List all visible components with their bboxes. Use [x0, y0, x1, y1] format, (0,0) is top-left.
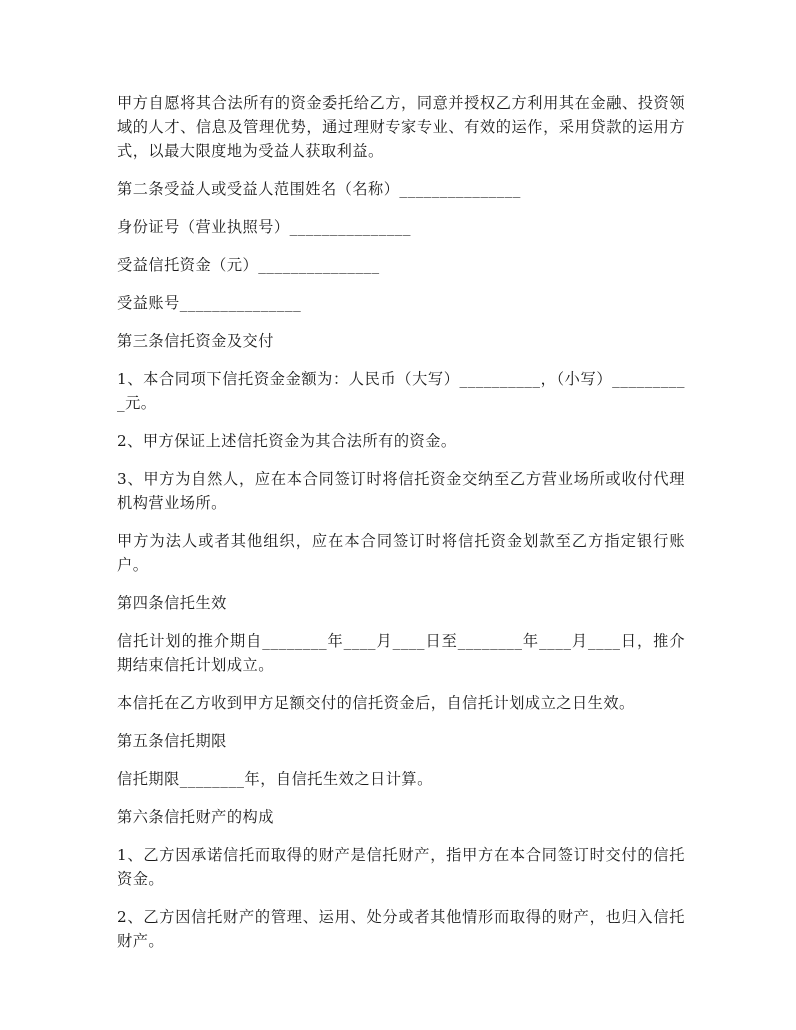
heading-article-5: 第五条信托期限	[117, 732, 227, 750]
paragraph-trust-term: 信托期限________年，自信托生效之日计算。	[117, 770, 433, 788]
paragraph-id-number: 身份证号（营业执照号）_______________	[117, 218, 411, 236]
paragraph-legal-person-payment: 甲方为法人或者其他组织，应在本合同签订时将信托资金划款至乙方指定银行账户。	[117, 532, 685, 574]
heading-article-3: 第三条信托资金及交付	[117, 332, 274, 350]
paragraph-beneficiary-name: 第二条受益人或受益人范围姓名（名称）_______________	[117, 180, 521, 198]
paragraph-trust-amount: 1、本合同项下信托资金金额为：人民币（大写）__________，（小写）__________元。	[117, 370, 685, 412]
heading-article-4: 第四条信托生效	[117, 594, 227, 612]
document-body	[117, 91, 685, 967]
heading-article-6: 第六条信托财产的构成	[117, 808, 274, 826]
paragraph-beneficiary-account: 受益账号_______________	[117, 294, 302, 312]
paragraph-entrustment-intent: 甲方自愿将其合法所有的资金委托给乙方，同意并授权乙方利用其在金融、投资领域的人才、信息及管理优势，通过理财专家专业、有效的运作，采用贷款的运用方式，以最大限度地为受益人获取利益。	[117, 94, 685, 160]
paragraph-beneficiary-funds: 受益信托资金（元）_______________	[117, 256, 380, 274]
paragraph-trust-property-1: 1、乙方因承诺信托而取得的财产是信托财产，指甲方在本合同签订时交付的信托资金。	[117, 846, 685, 888]
paragraph-trust-effective: 本信托在乙方收到甲方足额交付的信托资金后，自信托计划成立之日生效。	[117, 694, 635, 712]
paragraph-promotion-period: 信托计划的推介期自________年____月____日至________年____月____日，推介期结束信托计划成立。	[117, 632, 685, 674]
paragraph-natural-person-payment: 3、甲方为自然人，应在本合同签订时将信托资金交纳至乙方营业场所或收付代理机构营业场所。	[117, 470, 685, 512]
paragraph-lawful-funds: 2、甲方保证上述信托资金为其合法所有的资金。	[117, 432, 457, 450]
paragraph-trust-property-2: 2、乙方因信托财产的管理、运用、处分或者其他情形而取得的财产，也归入信托财产。	[117, 908, 685, 950]
